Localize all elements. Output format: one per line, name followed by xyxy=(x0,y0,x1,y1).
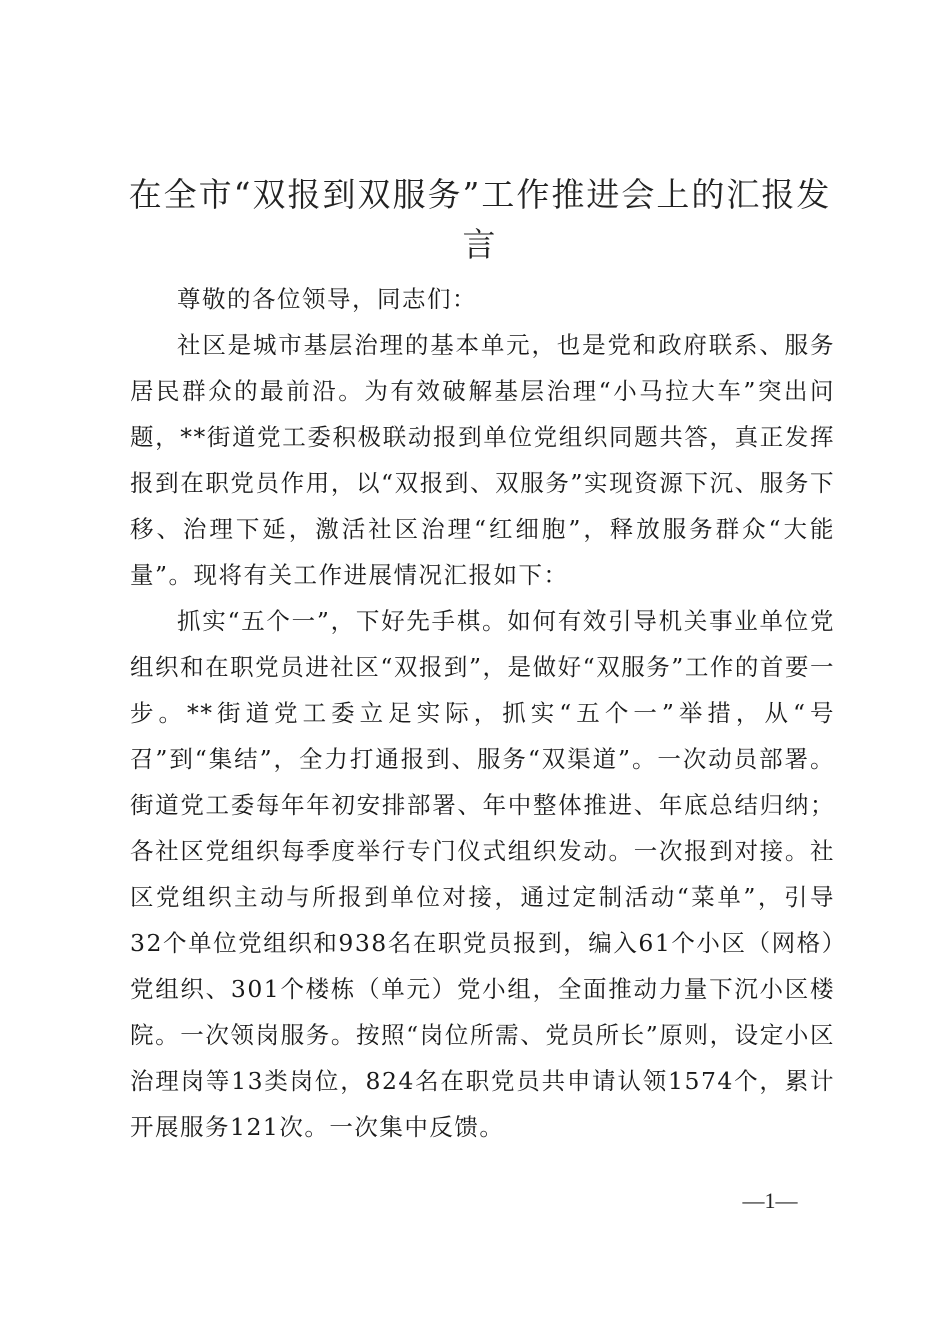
salutation: 尊敬的各位领导，同志们： xyxy=(177,285,477,313)
document-body xyxy=(130,276,835,1150)
document-title: 在全市“双报到双服务”工作推进会上的汇报发言 xyxy=(128,175,832,264)
page-number: —1— xyxy=(742,1188,798,1213)
paragraph-intro: 社区是城市基层治理的基本单元，也是党和政府联系、服务居民群众的最前沿。为有效破解基层治理“小马拉大车”突出问题，**街道党工委积极联动报到单位党组织同题共答，真正发挥报到在职党员作用，以“双报到、双服务”实现资源下沉、服务下移、治理下延，激活社区治理“红细胞”，释放服务群众“大能量”。现将有关工作进展情况汇报如下： xyxy=(130,331,835,589)
paragraph-five-ones: 抓实“五个一”，下好先手棋。如何有效引导机关事业单位党组织和在职党员进社区“双报到”，是做好“双服务”工作的首要一步。**街道党工委立足实际，抓实“五个一”举措，从“号召”到“集结”，全力打通报到、服务“双渠道”。一次动员部署。街道党工委每年年初安排部署、年中整体推进、年底总结归纳；各社区党组织每季度举行专门仪式组织发动。一次报到对接。社区党组织主动与所报到单位对接，通过定制活动“菜单”，引导32个单位党组织和938名在职党员报到，编入61个小区（网格）党组织、301个楼栋（单元）党小组，全面推动力量下沉小区楼院。一次领岗服务。按照“岗位所需、党员所长”原则，设定小区治理岗等13类岗位，824名在职党员共申请认领1574个，累计开展服务121次。一次集中反馈。 xyxy=(130,607,835,1141)
